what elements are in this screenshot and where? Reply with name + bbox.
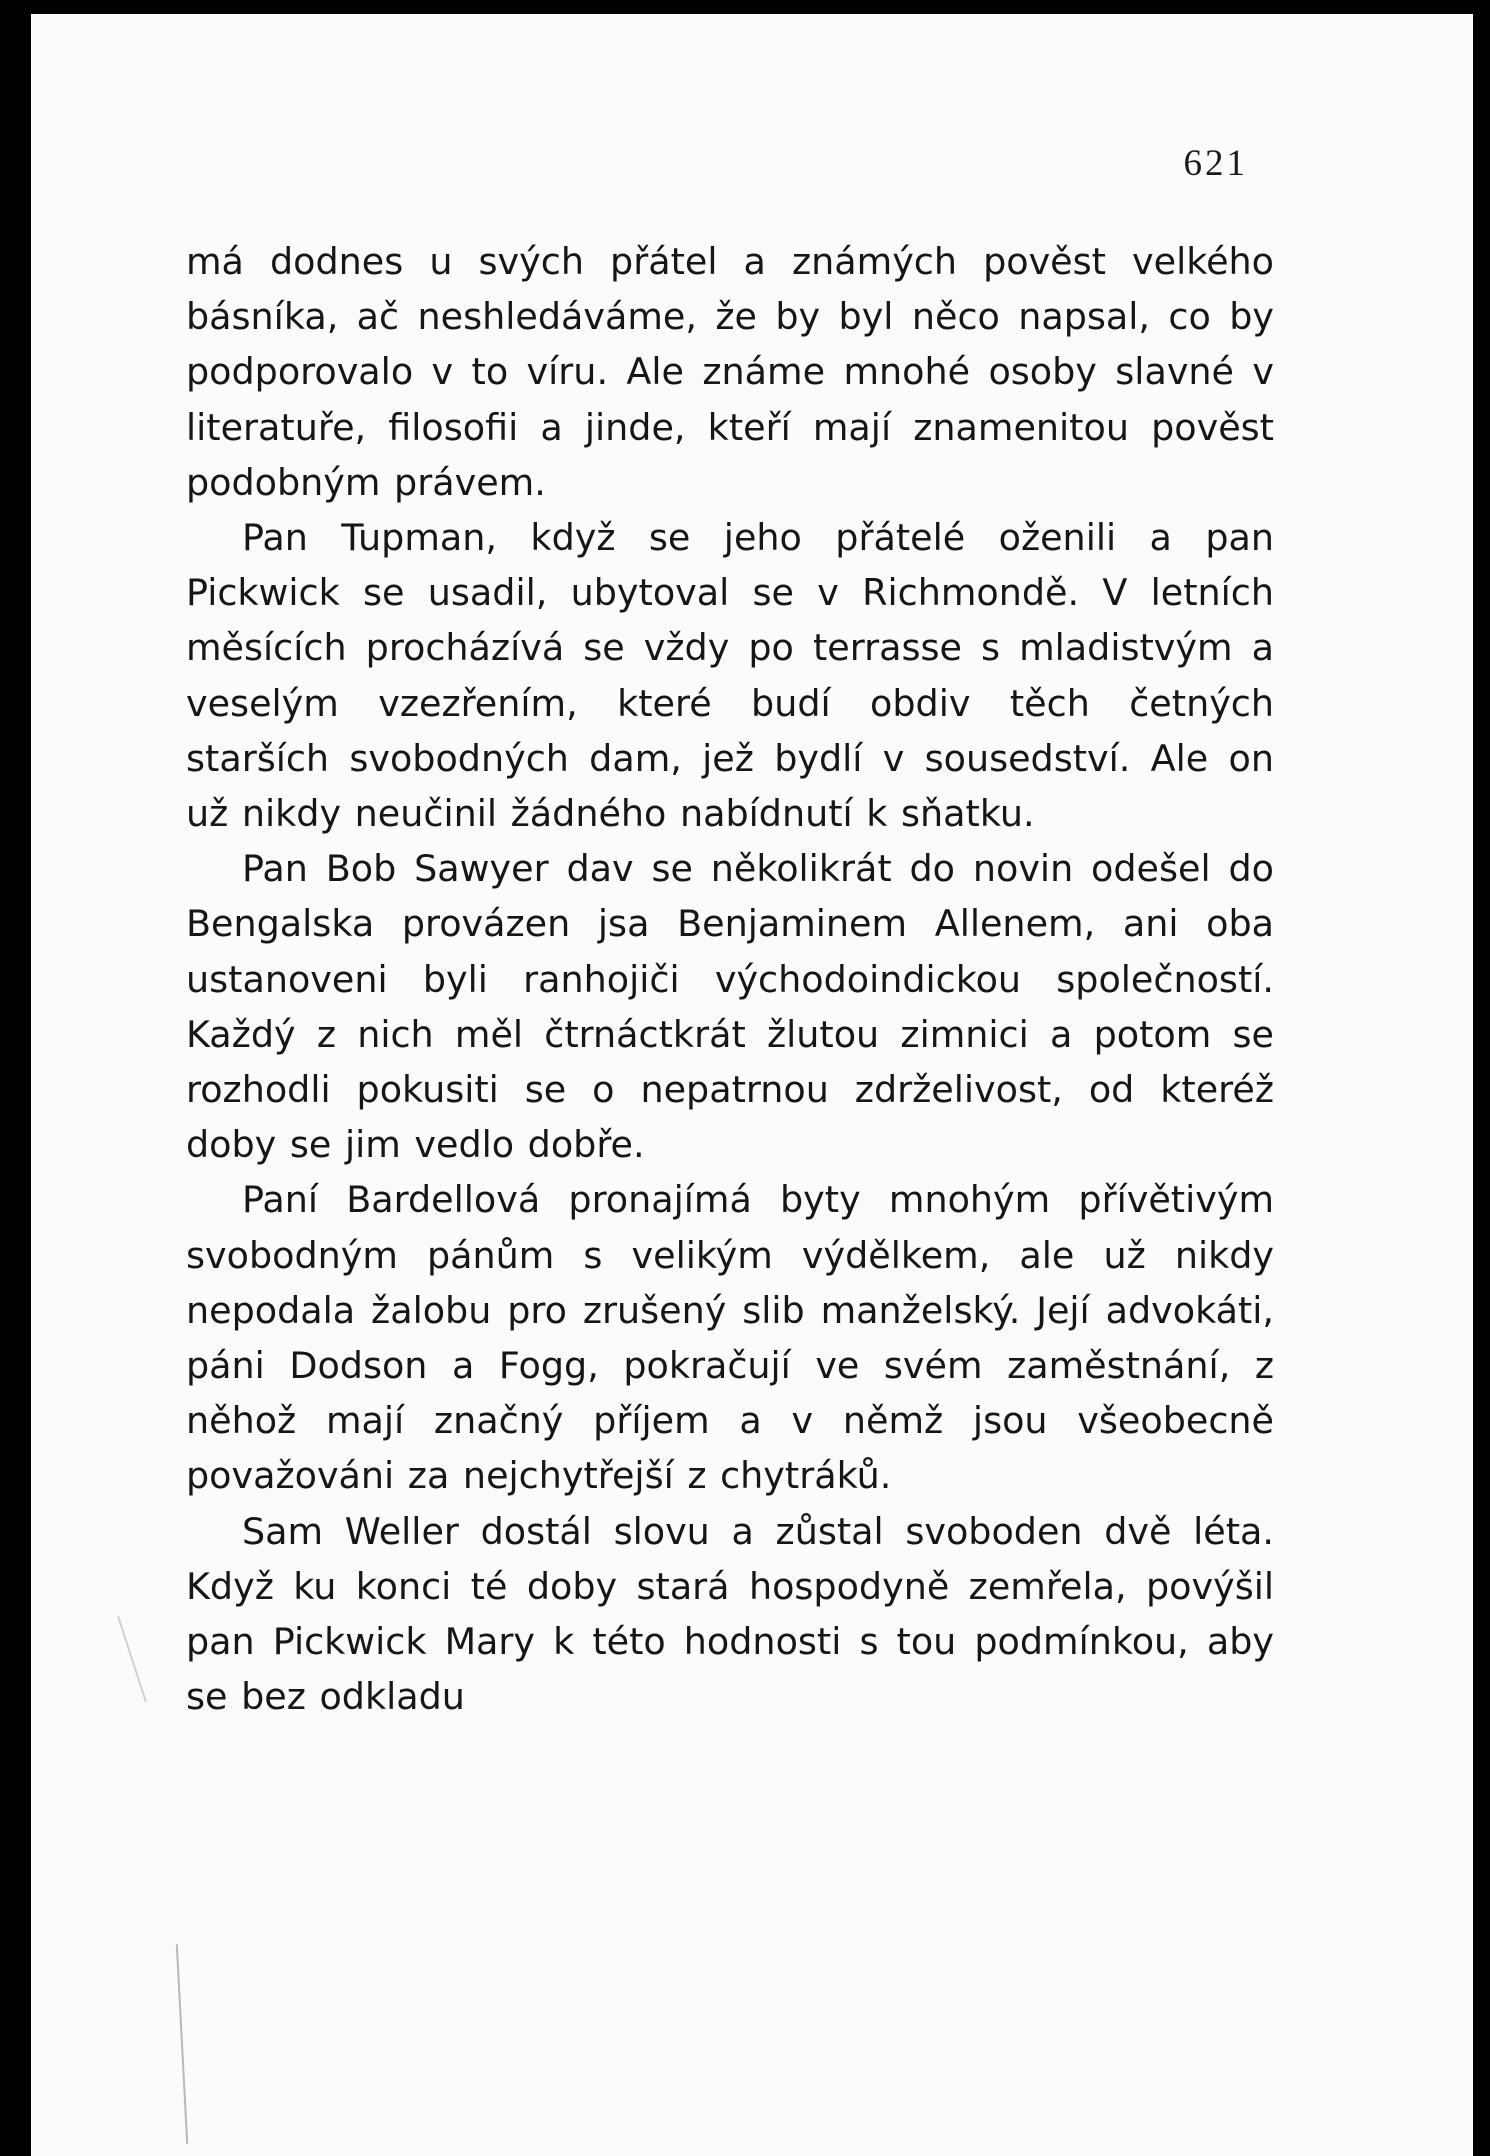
book-page — [31, 14, 1473, 2156]
paragraph-1: má dodnes u svých přátel a známých pověst velkého básníka, ač neshledáváme, že by byl něco napsal, co by podporovalo v to víru. Ale známe mnohé osoby slavné v literatuře, filosofii a jinde, kteří mají znamenitou pověst podobným právem. — [186, 240, 1274, 504]
paragraph-5: Sam Weller dostál slovu a zůstal svoboden dvě léta. Když ku konci té doby stará hospodyně zemřela, povýšil pan Pickwick Mary k této hodnosti s tou podmínkou, aby se bez odkladu — [186, 1509, 1274, 1719]
scan-border-right — [1473, 0, 1490, 2156]
page-number: 621 — [1183, 143, 1248, 184]
scan-border-top — [0, 0, 1490, 14]
paragraph-3: Pan Bob Sawyer dav se několikrát do novin odešel do Bengalska provázen jsa Benjaminem Allenem, ani oba ustanoveni byli ranhojiči východoindickou společností. Každý z nich měl čtrnáctkrát žlutou zimnici a potom se rozhodli pokusiti se o nepatrnou zdrželivost, od kteréž doby se jim vedlo dobře. — [186, 847, 1274, 1167]
paragraph-2: Pan Tupman, když se jeho přátelé oženili a pan Pickwick se usadil, ubytoval se v Richmondě. V letních měsících procházívá se vždy po terrasse s mladistvým a veselým vzezřením, které budí obdiv těch četných starších svobodných dam, jež bydlí v sousedství. Ale on už nikdy neučinil žádného nabídnutí k sňatku. — [186, 516, 1274, 836]
scan-scratch-mark — [117, 1616, 147, 1702]
paragraph-4: Paní Bardellová pronajímá byty mnohým přívětivým svobodným pánům s velikým výdělkem, ale už nikdy nepodala žalobu pro zrušený slib manželský. Její advokáti, páni Dodson a Fogg, pokračují ve svém zaměstnání, z něhož mají značný příjem a v němž jsou všeobecně považováni za nejchytřejší z chytráků. — [186, 1178, 1274, 1498]
scan-scratch-mark — [176, 1944, 188, 2144]
body-text — [186, 234, 1274, 1724]
